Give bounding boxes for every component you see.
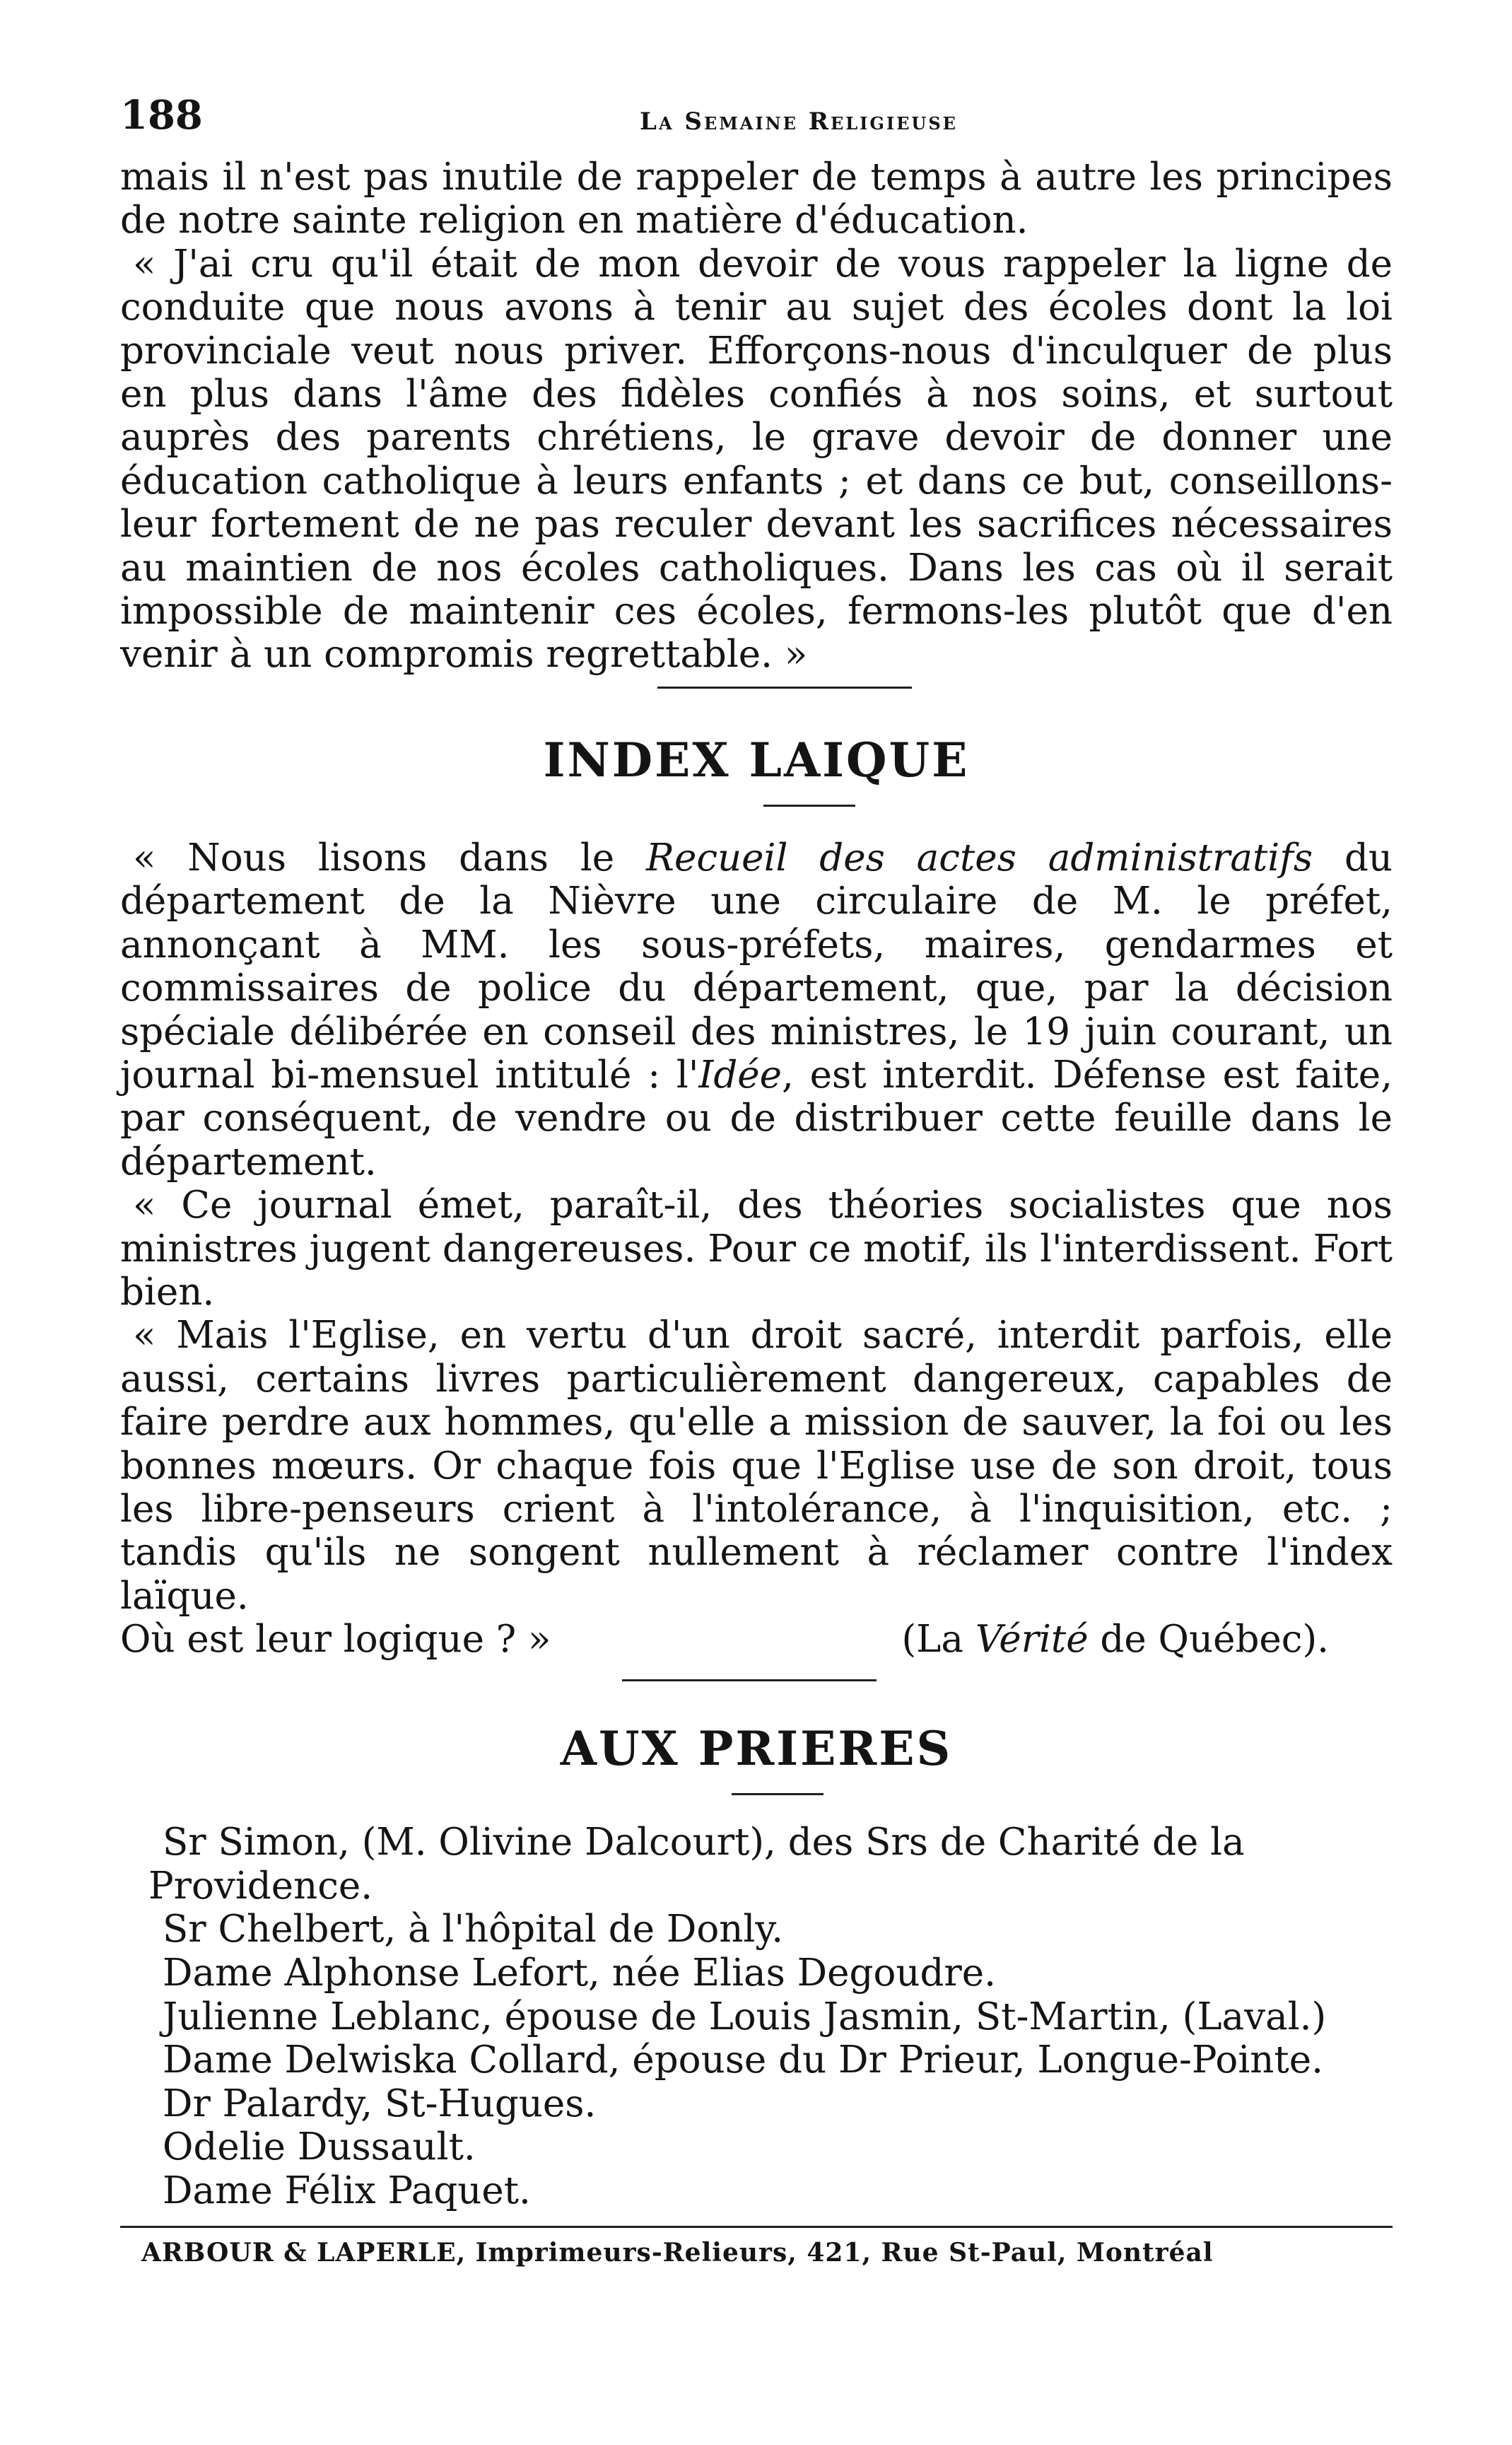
- italic-journal-name: Idée: [698, 1053, 783, 1097]
- prayer-entry: Sr Chelbert, à l'hôpital de Donly.: [163, 1908, 784, 1951]
- prayer-entry: Dr Palardy, St-Hugues.: [163, 2082, 597, 2125]
- prayer-entry: Dame Alphonse Lefort, née Elias Degoudre.: [163, 1951, 996, 1995]
- source-citation: (La Vérité de Québec).: [901, 1618, 1329, 1662]
- prayer-entry: Julienne Leblanc, épouse de Louis Jasmin, St-Martin, (Laval.): [163, 1995, 1327, 2038]
- index-source-line: [120, 1618, 1393, 1661]
- section-divider-2: [622, 1679, 877, 1681]
- heading-underline-2: [732, 1793, 824, 1795]
- prayer-list: [120, 1821, 1393, 2212]
- section-heading-aux-prieres: AUX PRIERES: [560, 1721, 953, 1777]
- document-page: [120, 92, 1393, 2268]
- opening-paragraph-2: « J'ai cru qu'il était de mon devoir de vous rappeler la ligne de conduite que nous avons à tenir au sujet des écoles dont la loi provinciale veut nous priver. Efforçons-nous d'inculquer de plus en plus dans l'âme des fidèles confiés à nos soins, et surtout auprès des parents chrétiens, le grave devoir de donner une éducation catholique à leurs enfants ; et dans ce but, conseillons-leur fortement de ne pas reculer devant les sacrifices nécessaires au maintien de nos écoles catholiques. Dans les cas où il serait impossible de maintenir ces écoles, fermons-les plutôt que d'en venir à un compromis regrettable. »: [120, 242, 1393, 677]
- prayer-entry: Dame Delwiska Collard, épouse du Dr Prieur, Longue-Pointe.: [163, 2038, 1323, 2082]
- section-divider-1: [657, 687, 912, 689]
- prayer-entry: Sr Simon, (M. Olivine Dalcourt), des Srs de Charité de la Providence.: [148, 1821, 1245, 1908]
- opening-paragraph-1: mais il n'est pas inutile de rappeler de temps à autre les principes de notre sainte religion en matière d'éducation.: [120, 156, 1393, 243]
- index-paragraph-1: « Nous lisons dans le Recueil des actes administratifs du département de la Nièvre une circulaire de M. le préfet, annonçant à MM. les sous-préfets, maires, gendarmes et commissaires de police du département, que, par la décision spéciale délibérée en conseil des ministres, le 19 juin courant, un journal bi-mensuel intitulé : l'Idée, est interdit. Défense est faite, par conséquent, de vendre ou de distribuer cette feuille dans le département.: [120, 836, 1393, 1184]
- footer-rule: [120, 2226, 1393, 2228]
- index-paragraph-3-end: Où est leur logique ? »: [120, 1618, 551, 1662]
- page-header: [120, 92, 1393, 156]
- section-heading-index-laique: INDEX LAIQUE: [543, 732, 970, 788]
- italic-title: Recueil des actes administratifs: [646, 836, 1313, 880]
- heading-underline-1: [763, 805, 855, 807]
- page-number: 188: [120, 92, 203, 139]
- running-title: La Semaine Religieuse: [640, 107, 958, 136]
- index-paragraph-2: « Ce journal émet, paraît-il, des théories socialistes que nos ministres jugent dangereuses. Pour ce motif, ils l'interdissent. Fort bien.: [120, 1184, 1393, 1314]
- index-paragraph-3: « Mais l'Eglise, en vertu d'un droit sacré, interdit parfois, elle aussi, certains livres particulièrement dangereux, capables de faire perdre aux hommes, qu'elle a mission de sauver, la foi ou les bonnes mœurs. Or chaque fois que l'Eglise use de son droit, tous les libre-penseurs crient à l'intolérance, à l'inquisition, etc. ; tandis qu'ils ne songent nullement à réclamer contre l'index laïque.: [120, 1314, 1393, 1618]
- prayer-entry: Odelie Dussault.: [163, 2125, 476, 2169]
- prayer-entry: Dame Félix Paquet.: [163, 2169, 531, 2212]
- printer-imprint: ARBOUR & LAPERLE, Imprimeurs-Relieurs, 421, Rue St-Paul, Montréal: [141, 2237, 1214, 2268]
